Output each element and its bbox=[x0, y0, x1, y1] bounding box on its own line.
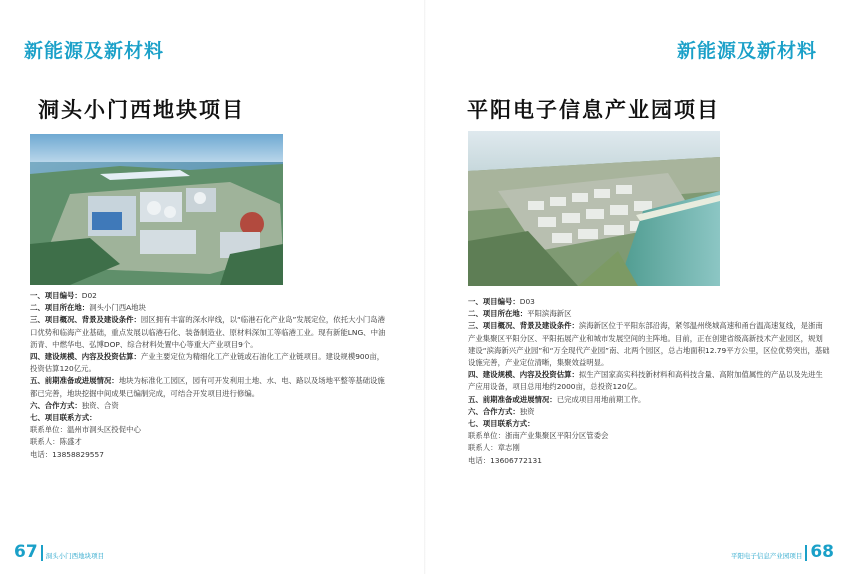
info-row-cooperation: 六、合作方式：独资、合资 bbox=[30, 400, 119, 410]
section-title: 新能源及新材料 bbox=[676, 40, 817, 62]
contact-unit: 联系单位：温州市洞头区投促中心 bbox=[30, 425, 141, 435]
footer-label: 平阳电子信息产业园项目 bbox=[730, 552, 803, 560]
contact-person: 联系人：陈盛才 bbox=[30, 437, 82, 447]
project-aerial-photo bbox=[30, 134, 283, 285]
contact-phone: 电话：13606772131 bbox=[468, 455, 542, 465]
footer-divider bbox=[805, 545, 807, 561]
contact-person: 联系人：章志刚 bbox=[468, 443, 520, 453]
footer-divider bbox=[41, 545, 43, 561]
page-footer bbox=[14, 544, 104, 561]
project-title: 洞头小门西地块项目 bbox=[38, 98, 245, 122]
page-number: 68 bbox=[810, 542, 834, 562]
project-info bbox=[468, 296, 830, 467]
info-row-number: 一、项目编号：D02 bbox=[30, 291, 97, 300]
contact-phone: 电话：13858829557 bbox=[30, 449, 104, 459]
footer-label: 洞头小门西地块项目 bbox=[45, 552, 105, 560]
page-number: 67 bbox=[14, 542, 38, 562]
project-title: 平阳电子信息产业园项目 bbox=[467, 98, 720, 122]
project-info bbox=[30, 290, 388, 461]
info-row-background: 三、项目概况、背景及建设条件：园区拥有丰富的深水岸线，以“临港石化产业岛”发展定位，依托大小门岛港口优势和临海产业基础，重点发展以临港石化、装备制造业、原材料深加工等临港工业。现有新能LNG、中油沥青、中燃华电、弘博DOP、综合材料处置中心等重大产业项目9个。 bbox=[30, 315, 386, 349]
info-row-location: 二、项目所在地：平阳滨海新区 bbox=[468, 309, 572, 319]
right-page bbox=[425, 0, 850, 574]
contact-unit: 联系单位：浙南产业集聚区平阳分区管委会 bbox=[468, 431, 609, 441]
info-row-location: 二、项目所在地：洞头小门西A地块 bbox=[30, 303, 146, 313]
info-row-background: 三、项目概况、背景及建设条件：滨海新区位于平阳东部沿海，紧邻温州绕城高速和甬台温高速复线，是浙南产业集聚区平阳分区、平阳拓展产业和城市发展空间的主阵地。目前，正在创建省级高新技术产业园区，规划建设“滨海新兴产业园”和“万全现代产业园”南、北两个园区，总占地面积12.79平方公里，区位优势突出，基础设施完善，产业定位清晰，集聚效益明显。 bbox=[468, 321, 830, 368]
info-row-cooperation: 六、合作方式：独资 bbox=[468, 406, 535, 416]
section-title: 新能源及新材料 bbox=[24, 40, 165, 62]
info-row-number: 一、项目编号：D03 bbox=[468, 297, 535, 306]
info-row-progress: 五、前期准备或进展情况：地块为标准化工园区，园有可开发利用土地、水、电、路以及场地平整等基础设施都已完善，地块挖掘中间成果已编制完成，可结合开发项目进行修编。 bbox=[30, 376, 385, 398]
page-footer bbox=[731, 544, 834, 561]
info-row-scale: 四、建设规模、内容及投资估算：产业主要定位为精细化工产业链或石油化工产业链项目。建设规模900亩，投资估算120亿元。 bbox=[30, 352, 385, 374]
project-aerial-photo bbox=[468, 131, 720, 286]
info-row-contact-heading: 七、项目联系方式： bbox=[468, 419, 535, 429]
info-row-progress: 五、前期准备或进展情况：已完成项目用地前期工作。 bbox=[468, 394, 646, 404]
info-row-scale: 四、建设规模、内容及投资估算：拟生产国家高实科技新材料和高科技含量、高附加值属性的产品以及先进生产应用设备，项目总用地约2000亩，总投资120亿。 bbox=[468, 370, 823, 392]
info-row-contact-heading: 七、项目联系方式： bbox=[30, 413, 97, 423]
